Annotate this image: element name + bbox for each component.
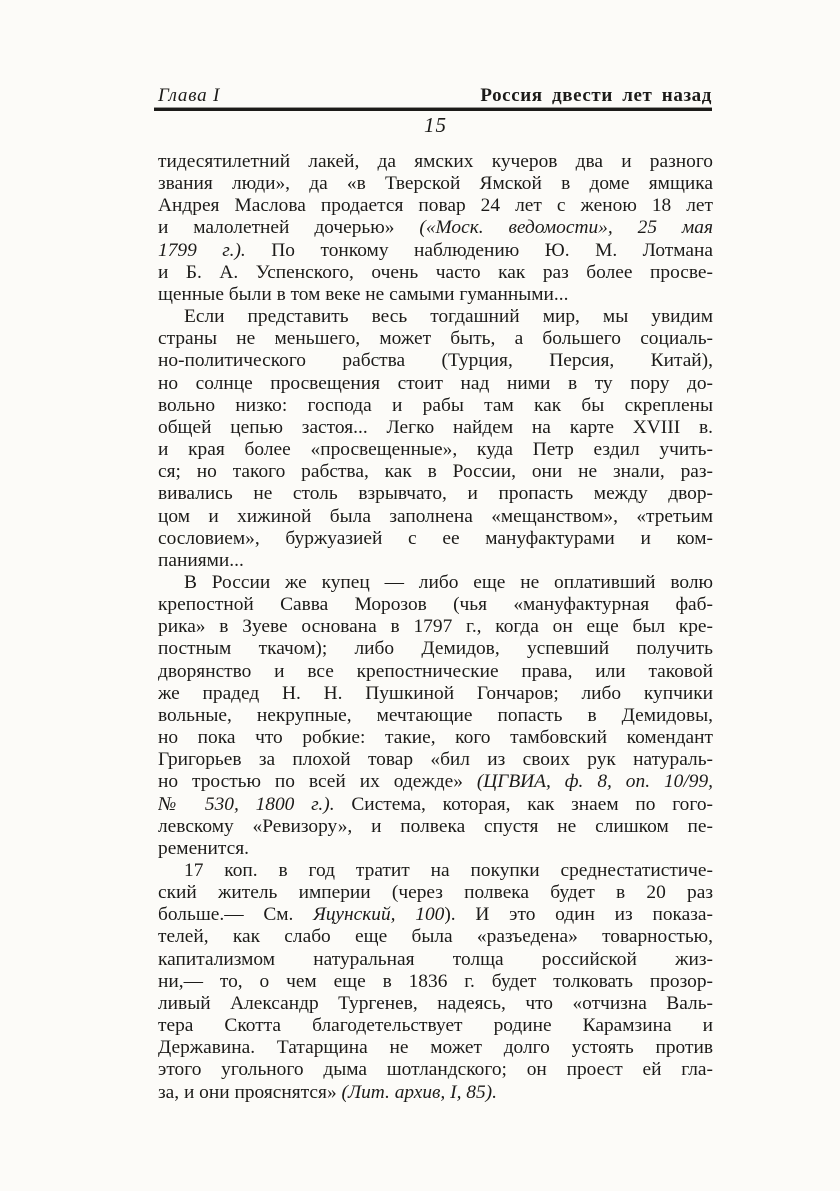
italic-text-segment: 1799 г.). <box>158 239 246 261</box>
text-line <box>158 860 713 882</box>
header-rule <box>154 108 712 111</box>
text-line <box>158 993 713 1015</box>
text-line <box>158 173 713 195</box>
text-segment: но тростью по всей их одежде» <box>158 771 477 793</box>
text-line <box>158 284 713 306</box>
text-line <box>158 528 713 550</box>
text-segment: Григорьев за плохой товар «бил из своих рук натураль- <box>158 749 713 771</box>
text-segment: ременится. <box>158 837 250 859</box>
text-segment: вольно низко: господа и рабы там как бы скреплены <box>158 394 713 416</box>
text-line <box>158 306 713 328</box>
text-segment: ливый Александр Тургенев, надеясь, что «отчизна Валь- <box>158 992 713 1014</box>
text-segment: 17 коп. в год тратит на покупки среднестатистиче- <box>184 860 713 881</box>
text-line <box>158 350 713 372</box>
text-line <box>158 683 713 705</box>
paragraph <box>158 306 713 572</box>
text-line <box>158 816 713 838</box>
text-line <box>158 1082 713 1104</box>
text-segment: звания люди», да «в Тверской Ямской в доме ямщика <box>158 173 713 195</box>
text-line <box>158 373 713 395</box>
text-line <box>158 971 713 993</box>
text-segment: левскому «Ревизору», и полвека спустя не слишком пе- <box>158 815 713 837</box>
text-segment: вольные, некрупные, мечтающие попасть в Демидовы, <box>158 704 713 726</box>
text-segment: больше.— См. <box>158 904 314 926</box>
text-segment: страны не меньшего, может быть, а большего социаль- <box>158 328 713 350</box>
text-line <box>158 771 713 793</box>
paragraph <box>158 572 713 860</box>
text-segment: но солнце просвещения стоит над ними в ту пору до- <box>158 372 713 394</box>
text-line <box>158 195 713 217</box>
text-segment: и Б. А. Успенского, очень часто как раз более просве- <box>158 261 713 283</box>
text-segment: постным ткачом); либо Демидов, успевший получить <box>158 638 713 660</box>
text-segment: и малолетней дочерью» <box>158 217 420 239</box>
text-segment: за, и они прояснятся» <box>158 1081 342 1103</box>
italic-text-segment: («Моск. ведомости», 25 мая <box>419 217 713 239</box>
text-segment: крепостной Савва Морозов (чья «мануфактурная фаб- <box>158 594 713 616</box>
text-segment: ни,— то, о чем еще в 1836 г. будет толковать прозор- <box>158 970 713 992</box>
page-number: 15 <box>424 113 447 137</box>
text-line <box>158 904 713 926</box>
text-segment: По тонкому наблюдению Ю. М. Лотмана <box>245 239 713 261</box>
text-line <box>158 705 713 727</box>
text-line <box>158 417 713 439</box>
text-line <box>158 1037 713 1059</box>
text-segment: капитализмом натуральная толща российской жиз- <box>158 948 713 970</box>
italic-text-segment: № 530, 1800 г.). <box>158 793 335 815</box>
text-segment: же прадед Н. Н. Пушкиной Гончаров; либо купчики <box>158 682 713 704</box>
text-line <box>158 1059 713 1081</box>
text-line <box>158 439 713 461</box>
text-line <box>158 727 713 749</box>
text-segment: вивались не столь взрывчато, и пропасть между двор- <box>158 483 713 505</box>
text-segment: В России же купец — либо еще не оплативший волю <box>184 571 713 593</box>
text-segment: но пока что робкие: такие, кого тамбовский комендант <box>158 727 713 749</box>
text-segment: ). И это один из показа- <box>444 904 713 926</box>
text-segment: паниями... <box>158 549 244 571</box>
text-line <box>158 749 713 771</box>
running-header-chapter: Глава I <box>158 85 221 106</box>
text-segment: Система, которая, как знаем по гого- <box>334 793 713 815</box>
text-line <box>158 550 713 572</box>
text-line <box>158 483 713 505</box>
text-line <box>158 949 713 971</box>
page-body <box>158 151 713 1104</box>
text-segment: Державина. Татарщина не может долго устоять против <box>158 1037 713 1059</box>
italic-text-segment: (Лит. архив, I, 85). <box>341 1081 497 1103</box>
text-line <box>158 151 713 173</box>
text-line <box>158 1015 713 1037</box>
text-segment: щенные были в том веке не самыми гуманными... <box>158 283 569 305</box>
italic-text-segment: (ЦГВИА, ф. 8, оп. 10/99, <box>476 771 713 793</box>
text-line <box>158 926 713 948</box>
text-segment: но-политического рабства (Турция, Персия, Китай), <box>158 350 713 372</box>
text-line <box>158 328 713 350</box>
text-line <box>158 506 713 528</box>
text-line <box>158 217 713 239</box>
text-line <box>158 882 713 904</box>
paragraph <box>158 860 713 1104</box>
text-segment: этого угольного дыма шотландского; он проест ей гла- <box>158 1059 713 1081</box>
text-segment: общей цепью застоя... Легко найдем на карте XVIII в. <box>158 416 713 438</box>
paragraph <box>158 151 713 306</box>
text-line <box>158 616 713 638</box>
text-segment: тера Скотта благодетельствует родине Карамзина и <box>158 1015 713 1037</box>
text-line <box>158 262 713 284</box>
text-segment: ский житель империи (через полвека будет в 20 раз <box>158 882 713 904</box>
text-segment: и края более «просвещенные», куда Петр ездил учить- <box>158 439 713 461</box>
text-segment: рика» в Зуеве основана в 1797 г., когда он еще был кре- <box>158 616 713 638</box>
text-line <box>158 794 713 816</box>
text-line <box>158 461 713 483</box>
text-segment: телей, как слабо еще была «разъедена» товарностью, <box>158 926 713 948</box>
text-segment: дворянство и все крепостнические права, или таковой <box>158 660 713 682</box>
text-line <box>158 572 713 594</box>
text-line <box>158 594 713 616</box>
text-line <box>158 240 713 262</box>
text-line <box>158 661 713 683</box>
text-line <box>158 638 713 660</box>
text-segment: Андрея Маслова продается повар 24 лет с женою 18 лет <box>158 195 713 217</box>
text-line <box>158 838 713 860</box>
text-segment: цом и хижиной была заполнена «мещанством», «третьим <box>158 505 713 527</box>
running-header-title: Россия двести лет назад <box>480 85 712 106</box>
italic-text-segment: Яцунский, 100 <box>313 904 445 926</box>
text-line <box>158 395 713 417</box>
text-segment: ся; но такого рабства, как в России, они не знали, раз- <box>158 461 713 483</box>
text-segment: тидесятилетний лакей, да ямских кучеров два и разного <box>158 151 713 172</box>
text-segment: сословием», буржуазией с ее мануфактурами и ком- <box>158 527 713 549</box>
text-segment: Если представить весь тогдашний мир, мы увидим <box>184 306 713 328</box>
